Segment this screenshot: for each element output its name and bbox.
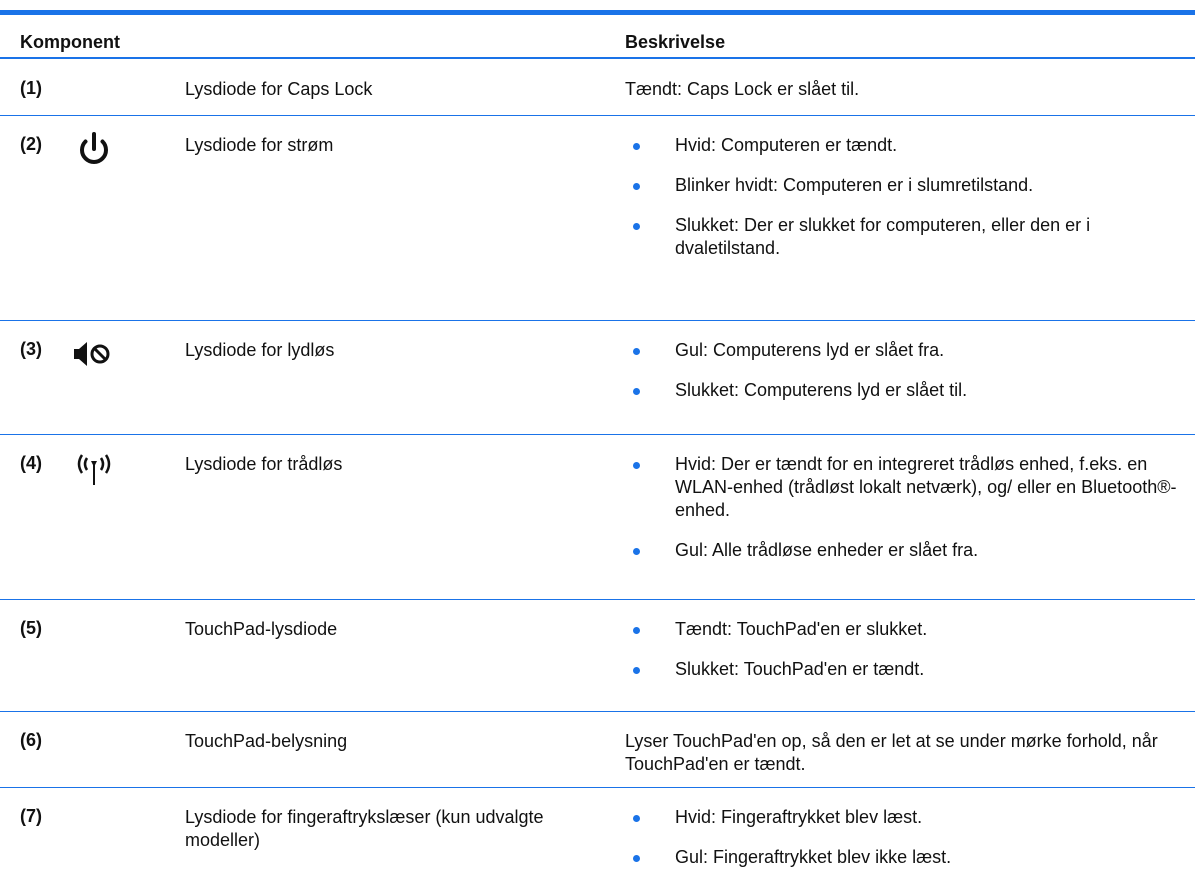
description-item-text: Gul: Computerens lyd er slået fra. [675, 340, 945, 360]
description-item-text: Hvid: Der er tændt for en integreret trådløs enhed, f.eks. en WLAN-enhed (trådløst lokalt netværk), og/ eller en Bluetooth®-enhed. [675, 454, 1177, 520]
description-item [625, 806, 1185, 829]
description-item-text: Slukket: Der er slukket for computeren, eller den er i dvaletilstand. [675, 215, 1091, 258]
bullet-dot-icon [633, 855, 640, 862]
table-row [0, 115, 1195, 321]
description-item-text: Gul: Alle trådløse enheder er slået fra. [675, 540, 979, 560]
description-item [625, 539, 1185, 562]
description-text: Lyser TouchPad'en op, så den er let at se under mørke forhold, når TouchPad'en er tændt. [625, 731, 1158, 774]
component-name: Lysdiode for Caps Lock [185, 79, 373, 99]
description-item [625, 618, 1185, 641]
description-item [625, 658, 1185, 681]
row-number: (3) [20, 339, 42, 359]
table-row [0, 434, 1195, 600]
description-item [625, 379, 1185, 402]
component-name: Lysdiode for lydløs [185, 340, 335, 360]
bullet-dot-icon [633, 667, 640, 674]
row-number: (7) [20, 806, 42, 826]
table-row [0, 599, 1195, 712]
description-item [625, 134, 1185, 157]
speaker-mute-icon [70, 334, 118, 374]
table-header [0, 15, 1195, 59]
description-text: Tændt: Caps Lock er slået til. [625, 79, 860, 99]
table-row [0, 59, 1195, 116]
component-name: Lysdiode for strøm [185, 135, 334, 155]
description-item [625, 453, 1185, 522]
description-item-text: Blinker hvidt: Computeren er i slumretilstand. [675, 175, 1034, 195]
row-number: (6) [20, 730, 42, 750]
description-list [625, 806, 1185, 886]
table-row [0, 320, 1195, 435]
component-name: TouchPad-belysning [185, 731, 348, 751]
component-name: Lysdiode for fingeraftrykslæser (kun udvalgte modeller) [185, 807, 544, 850]
description-item-text: Slukket: TouchPad'en er tændt. [675, 659, 925, 679]
bullet-dot-icon [633, 815, 640, 822]
description-item-text: Tændt: TouchPad'en er slukket. [675, 619, 928, 639]
column-header-component: Komponent [20, 32, 120, 52]
component-name: TouchPad-lysdiode [185, 619, 338, 639]
bullet-dot-icon [633, 223, 640, 230]
description-item-text: Slukket: Computerens lyd er slået til. [675, 380, 968, 400]
description-item-text: Hvid: Fingeraftrykket blev læst. [675, 807, 923, 827]
description-item [625, 339, 1185, 362]
description-list [625, 618, 1185, 698]
description-item [625, 846, 1185, 869]
description-item [625, 214, 1185, 260]
description-item [625, 174, 1185, 197]
bullet-dot-icon [633, 548, 640, 555]
bullet-dot-icon [633, 348, 640, 355]
row-number: (4) [20, 453, 42, 473]
column-header-description: Beskrivelse [625, 32, 726, 52]
description-item-text: Hvid: Computeren er tændt. [675, 135, 898, 155]
description-list [625, 134, 1185, 277]
wireless-icon [70, 448, 118, 488]
row-number: (2) [20, 134, 42, 154]
table-row [0, 787, 1195, 867]
bullet-dot-icon [633, 627, 640, 634]
row-number: (1) [20, 78, 42, 98]
power-icon [70, 129, 118, 169]
bullet-dot-icon [633, 183, 640, 190]
description-list [625, 339, 1185, 419]
description-item-text: Gul: Fingeraftrykket blev ikke læst. [675, 847, 952, 867]
table-row [0, 711, 1195, 788]
row-number: (5) [20, 618, 42, 638]
bullet-dot-icon [633, 388, 640, 395]
bullet-dot-icon [633, 143, 640, 150]
bullet-dot-icon [633, 462, 640, 469]
description-list [625, 453, 1185, 579]
component-name: Lysdiode for trådløs [185, 454, 343, 474]
